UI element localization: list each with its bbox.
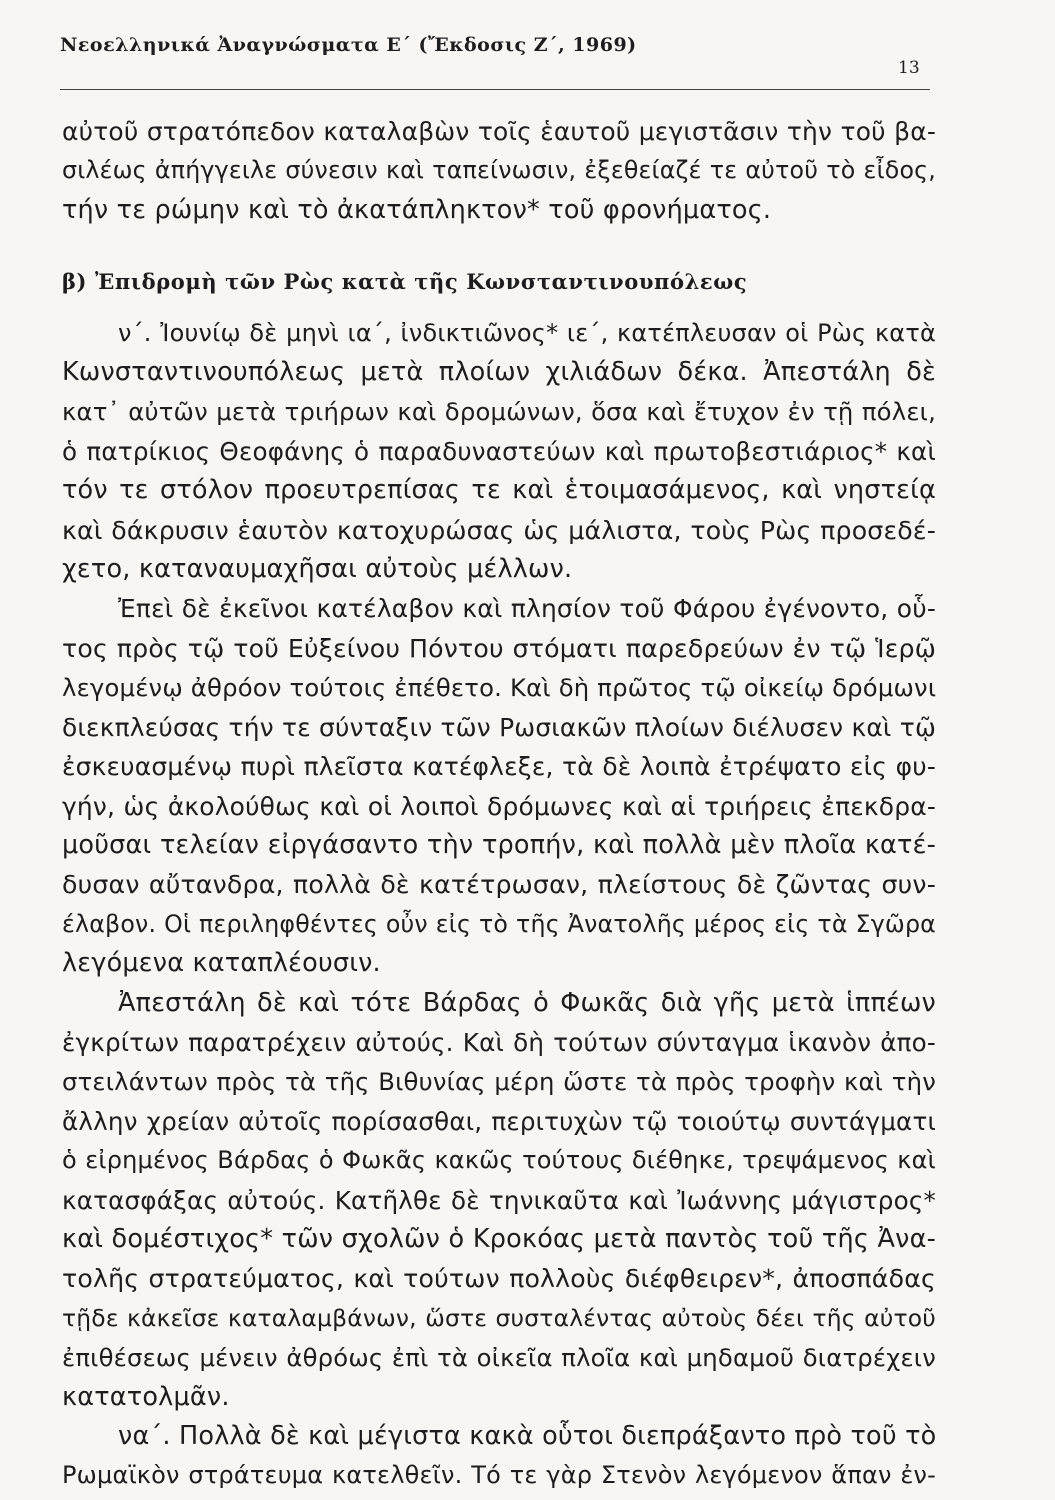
text-line: δυσαν αὔτανδρα, πολλὰ δὲ κατέτρωσαν, πλείστους δὲ ζῶντας συν- — [62, 870, 936, 900]
text-line: κατατολμᾶν. — [62, 1381, 230, 1412]
paragraph-3 — [62, 589, 936, 983]
text-line: τος πρὸς τῷ τοῦ Εὐξείνου Πόντου στόματι παρεδρεύων ἐν τῷ Ἱερῷ — [62, 633, 936, 663]
text-line: διεκπλεύσας τήν τε σύνταξιν τῶν Ρωσιακῶν πλοίων διέλυσεν καὶ τῷ — [62, 712, 936, 742]
running-header: Νεοελληνικά Ἀναγνώσματα Ε΄ (Ἔκδοσις Ζ΄, 1969) — [60, 34, 637, 56]
paragraph-4 — [62, 984, 936, 1417]
text-line: λεγόμενα καταπλέουσιν. — [62, 948, 381, 979]
text-line: ἐπιθέσεως μένειν ἀθρόως ἐπὶ τὰ οἰκεῖα πλοῖα καὶ μηδαμοῦ διατρέχειν — [62, 1343, 936, 1373]
text-line: ὁ πατρίκιος Θεοφάνης ὁ παραδυναστεύων καὶ πρωτοβεστιάριος* καὶ — [62, 436, 936, 466]
text-line: γήν, ὡς ἀκολούθως καὶ οἱ λοιποὶ δρόμωνες καὶ αἱ τριήρεις ἐπεκδρα- — [62, 791, 936, 821]
text-line: χετο, καταναυμαχῆσαι αὐτοὺς μέλλων. — [62, 554, 573, 585]
text-line: ὁ εἰρημένος Βάρδας ὁ Φωκᾶς κακῶς τούτους διέθηκε, τρεψάμενος καὶ — [62, 1146, 936, 1175]
text-line: τῇδε κἀκεῖσε καταλαμβάνων, ὥστε συσταλέντας αὐτοὺς δέει τῆς αὐτοῦ — [62, 1303, 936, 1332]
text-line: ἄλλην χρείαν αὐτοῖς πορίσασθαι, περιτυχὼν τῷ τοιούτῳ συντάγματι — [62, 1106, 936, 1136]
text-line: σιλέως ἀπήγγειλε σύνεσιν καὶ ταπείνωσιν, ἐξεθείαζέ τε αὐτοῦ τὸ εἶδος, — [62, 156, 936, 185]
text-line: καὶ δομέστιχος* τῶν σχολῶν ὁ Κροκόας μετὰ παντὸς τοῦ τῆς Ἀνα- — [62, 1223, 936, 1254]
paragraph-5 — [62, 1417, 936, 1496]
text-line: ἐσκευασμένῳ πυρὶ πλεῖστα κατέφλεξε, τὰ δὲ λοιπὰ ἐτρέψατο εἰς φυ- — [62, 752, 936, 782]
text-line: ν΄. Ἰουνίῳ δὲ μηνὶ ια΄, ἰνδικτιῶνος* ιε΄, κατέπλευσαν οἱ Ρὼς κατὰ — [118, 318, 936, 347]
section-heading: β) Ἐπιδρομὴ τῶν Ρὼς κατὰ τῆς Κωνσταντινουπόλεως — [62, 269, 748, 295]
text-line: Ἀπεστάλη δὲ καὶ τότε Βάρδας ὁ Φωκᾶς διὰ γῆς μετὰ ἱππέων — [118, 987, 936, 1018]
text-line: τόν τε στόλον προευτρεπίσας τε καὶ ἑτοιμασάμενος, καὶ νηστείᾳ — [62, 475, 936, 506]
text-line: τολῆς στρατεύματος, καὶ τούτων πολλοὺς διέφθειρεν*, ἀποσπάδας — [62, 1264, 936, 1294]
text-line: αὐτοῦ στρατόπεδον καταλαβὼν τοῖς ἑαυτοῦ μεγιστᾶσιν τὴν τοῦ βα- — [62, 117, 936, 146]
text-line: λεγομένῳ ἀθρόον τούτοις ἐπέθετο. Καὶ δὴ πρῶτος τῷ οἰκείῳ δρόμωνι — [62, 673, 937, 703]
paragraph-1 — [62, 112, 936, 230]
page-number: 13 — [898, 58, 920, 78]
text-line: στειλάντων πρὸς τὰ τῆς Βιθυνίας μέρη ὥστε τὰ πρὸς τροφὴν καὶ τὴν — [62, 1067, 936, 1097]
text-line: κατ᾽ αὐτῶν μετὰ τριήρων καὶ δρομώνων, ὅσα καὶ ἔτυχον ἐν τῇ πόλει, — [62, 397, 936, 427]
paragraph-2 — [62, 314, 936, 590]
text-line: έλαβον. Οἱ περιληφθέντες οὖν εἰς τὸ τῆς Ἀνατολῆς μέρος εἰς τὰ Σγῶρα — [62, 909, 936, 938]
text-line: καὶ δάκρυσιν ἑαυτὸν κατοχυρώσας ὡς μάλιστα, τοὺς Ρὼς προσεδέ- — [62, 515, 936, 545]
text-line: μοῦσαι τελείαν εἰργάσαντο τὴν τροπήν, καὶ πολλὰ μὲν πλοῖα κατέ- — [62, 829, 936, 860]
text-line: κατασφάξας αὐτούς. Κατῆλθε δὲ τηνικαῦτα καὶ Ἰωάννης μάγιστρος* — [62, 1185, 936, 1215]
header-rule — [60, 89, 930, 90]
text-line: Ἐπεὶ δὲ ἐκεῖνοι κατέλαβον καὶ πλησίον τοῦ Φάρου ἐγένοντο, οὗ- — [118, 594, 936, 624]
text-line: Ρωμαϊκὸν στράτευμα κατελθεῖν. Τό τε γὰρ Στενὸν λεγόμενον ἅπαν ἐν- — [62, 1461, 936, 1490]
text-line: τήν τε ρώμην καὶ τὸ ἀκατάπληκτον* τοῦ φρονήματος. — [62, 194, 772, 225]
text-line: να΄. Πολλὰ δὲ καὶ μέγιστα κακὰ οὗτοι διεπράξαντο πρὸ τοῦ τὸ — [118, 1421, 937, 1451]
page-body — [62, 112, 936, 1496]
text-line: Κωνσταντινουπόλεως μετὰ πλοίων χιλιάδων δέκα. Ἀπεστάλη δὲ — [62, 357, 936, 388]
text-line: ἐγκρίτων παρατρέχειν αὐτούς. Καὶ δὴ τούτων σύνταγμα ἱκανὸν ἀπο- — [62, 1027, 936, 1057]
